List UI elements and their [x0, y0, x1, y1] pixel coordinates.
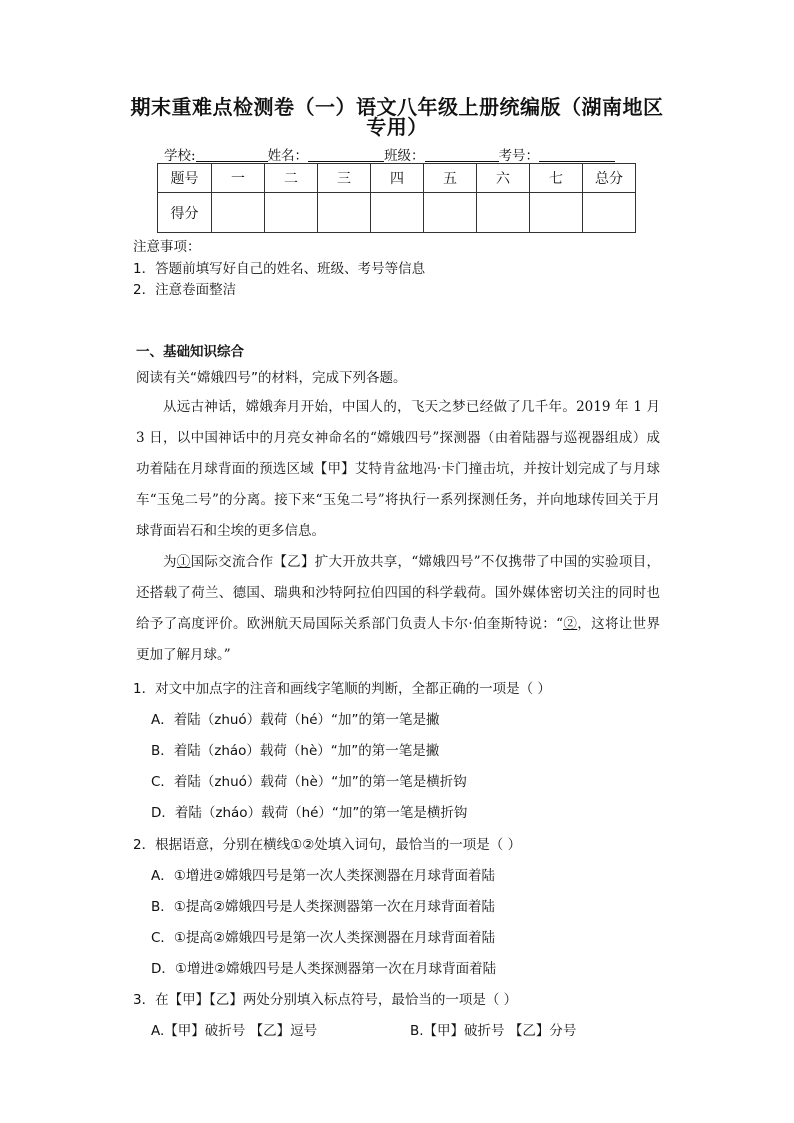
section-heading: 一、基础知识综合: [136, 344, 244, 360]
name-blank[interactable]: [308, 148, 384, 162]
name-label: 姓名：: [267, 148, 309, 164]
score-cell[interactable]: [371, 193, 424, 233]
exam-number-label: 考号：: [498, 148, 540, 164]
question-3-stem: 3．在【甲】【乙】两处分别填入标点符号，最恰当的一项是（ ）: [133, 992, 518, 1008]
question-1-option-c[interactable]: C．着陆（zhuó）载荷（hè）“加”的第一笔是横折钩: [151, 774, 467, 790]
section-intro: 阅读有关“嫦娥四号”的材料，完成下列各题。: [136, 370, 407, 386]
score-cell[interactable]: [530, 193, 583, 233]
para2-text-a: 为: [163, 554, 177, 570]
header-cell: 四: [371, 164, 424, 193]
passage-paragraph-2: [136, 547, 660, 671]
score-cell[interactable]: [265, 193, 318, 233]
note-item: 2．注意卷面整洁: [133, 282, 237, 298]
score-cell[interactable]: [212, 193, 265, 233]
question-2-option-b[interactable]: B．①提高②嫦娥四号是人类探测器第一次在月球背面着陆: [151, 899, 495, 915]
header-cell: 题号: [158, 164, 212, 193]
question-2-stem: 2．根据语意，分别在横线①②处填入词句，最恰当的一项是（ ）: [133, 837, 522, 853]
score-cell[interactable]: [318, 193, 371, 233]
header-cell: 六: [477, 164, 530, 193]
score-cell[interactable]: [477, 193, 530, 233]
para2-text-b: 国际交流合作【乙】扩大开放共享，“嫦娥四号”不仅携带了中国的实验项目，还搭载了荷兰、德国、瑞典和沙特阿拉伯四国的科学载荷。国外媒体密切关注的同时也给予了高度评价。欧洲航天局国际关系部门负责人卡尔·伯奎斯特说：“: [136, 554, 660, 632]
question-1-option-d[interactable]: D．着陆（zháo）载荷（hé）“加”的第一笔是横折钩: [151, 805, 468, 821]
score-table-header-row: [158, 164, 636, 193]
student-info-line: [164, 144, 634, 164]
score-cell[interactable]: [583, 193, 636, 233]
header-cell: 总分: [583, 164, 636, 193]
question-2-option-c[interactable]: C．①提高②嫦娥四号是第一次人类探测器在月球背面着陆: [151, 930, 496, 946]
score-table-score-row: [158, 193, 636, 233]
score-table: [157, 163, 636, 233]
question-2-option-d[interactable]: D．①增进②嫦娥四号是人类探测器第一次在月球背面着陆: [151, 961, 497, 977]
header-cell: 七: [530, 164, 583, 193]
blank-2: ②: [563, 616, 578, 632]
passage-paragraph-1: 从远古神话，嫦娥奔月开始，中国人的，飞天之梦已经做了几千年。2019 年 1 月 3 日，以中国神话中的月亮女神命名的“嫦娥四号”探测器（由着陆器与巡视器组成）成功着陆在月球背面的预选区域【甲】艾特肯盆地冯·卡门撞击坑，并按计划完成了与月球车“玉兔二号”的分离。接下来“玉兔二号”将执行一系列探测任务，并向地球传回关于月球背面岩石和尘埃的更多信息。: [136, 399, 660, 539]
note-item: 1．答题前填写好自己的姓名、班级、考号等信息: [133, 261, 426, 277]
header-cell: 一: [212, 164, 265, 193]
score-cell[interactable]: [424, 193, 477, 233]
header-cell: 三: [318, 164, 371, 193]
exam-number-blank[interactable]: [539, 148, 615, 162]
question-1-option-b[interactable]: B．着陆（zháo）载荷（hè）“加”的第一笔是撇: [151, 743, 440, 759]
question-1-stem: 1．对文中加点字的注音和画线字笔顺的判断，全都正确的一项是（ ）: [133, 681, 551, 697]
blank-1: ①: [176, 554, 191, 570]
question-2-option-a[interactable]: A．①增进②嫦娥四号是第一次人类探测器在月球背面着陆: [151, 868, 495, 884]
header-cell: 二: [265, 164, 318, 193]
school-blank[interactable]: [196, 148, 268, 162]
exam-title-line2: 专用）: [366, 115, 428, 139]
exam-title-line1: 期末重难点检测卷（一）语文八年级上册统编版（湖南地区: [130, 95, 664, 119]
question-3-option-b[interactable]: B.【甲】破折号 【乙】分号: [410, 1023, 577, 1039]
score-row-label: 得分: [158, 193, 212, 233]
notes-heading: 注意事项：: [133, 239, 201, 255]
header-cell: 五: [424, 164, 477, 193]
class-label: 班级：: [384, 148, 425, 164]
question-1-option-a[interactable]: A．着陆（zhuó）载荷（hé）“加”的第一笔是撇: [151, 712, 440, 728]
question-3-option-a[interactable]: A.【甲】破折号 【乙】逗号: [151, 1023, 318, 1039]
para2-text-c: ，这将让世界更加了解月球。”: [136, 616, 660, 663]
class-blank[interactable]: [425, 148, 499, 162]
school-label: 学校:: [164, 148, 196, 164]
